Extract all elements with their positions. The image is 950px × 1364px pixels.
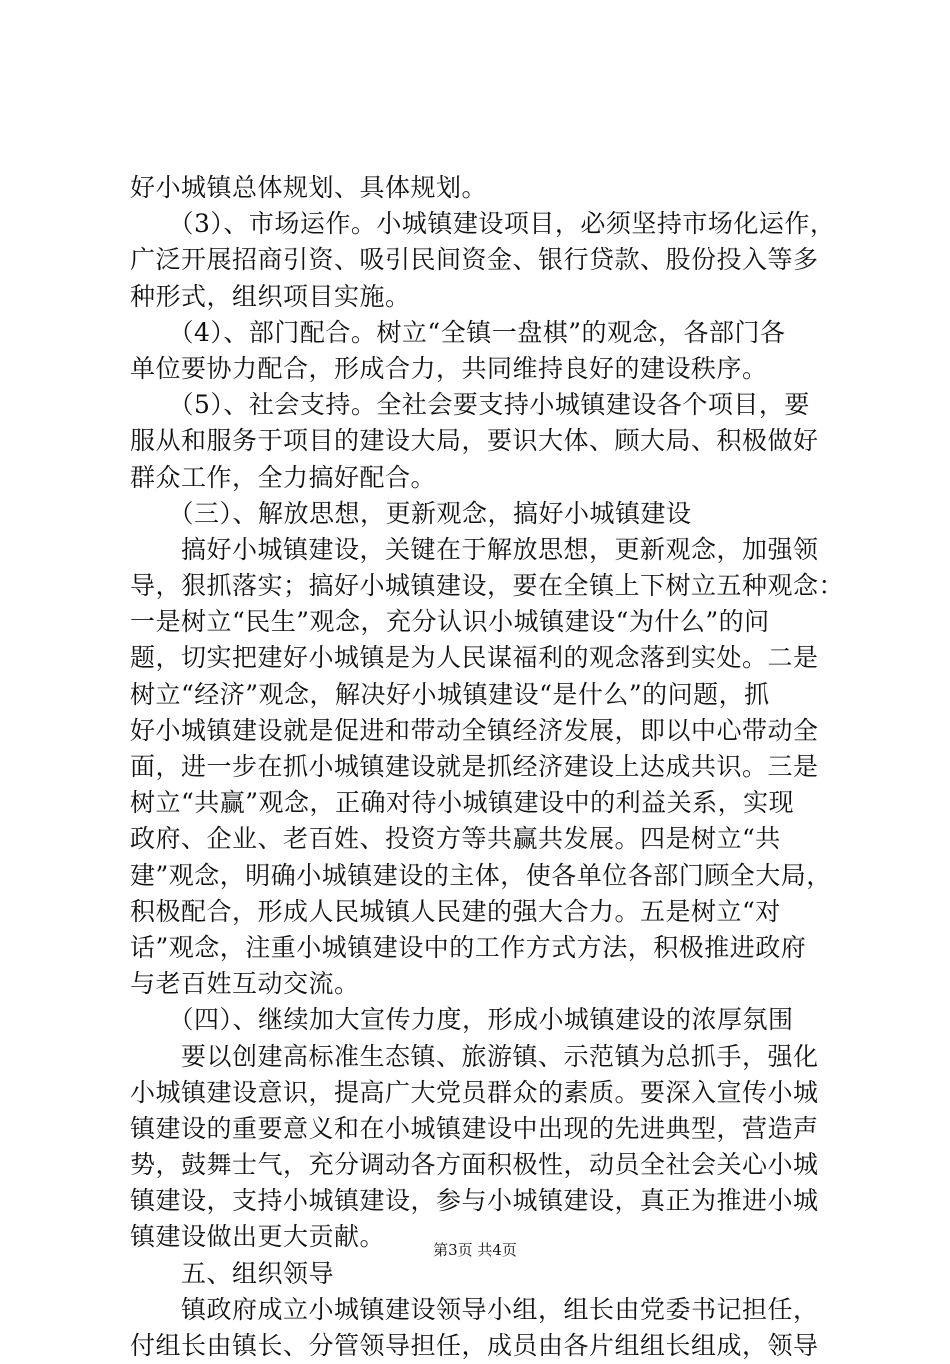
section-heading: （四）、继续加大宣传力度，形成小城镇建设的浓厚氛围 bbox=[130, 1005, 794, 1035]
document-body bbox=[130, 170, 845, 1364]
text-line: 与老百姓互动交流。 bbox=[130, 969, 360, 999]
text-line: 广泛开展招商引资、吸引民间资金、银行贷款、股份投入等多 bbox=[130, 245, 819, 275]
text-line: 面，进一步在抓小城镇建设就是抓经济建设上达成共识。三是 bbox=[130, 752, 819, 781]
section-heading: （三）、解放思想，更新观念，搞好小城镇建设 bbox=[130, 498, 692, 528]
text-line: 题，切实把建好小城镇是为人民谋福利的观念落到实处。二是 bbox=[130, 643, 819, 673]
text-line: 镇建设做出更大贡献。 bbox=[130, 1222, 386, 1252]
text-line: 好小城镇建设就是促进和带动全镇经济发展，即以中心带动全 bbox=[130, 715, 819, 745]
text-line: 政府、企业、老百姓、投资方等共赢共发展。四是树立“共 bbox=[130, 824, 781, 854]
text-line: 镇建设的重要意义和在小城镇建设中出现的先进典型，营造声 bbox=[130, 1113, 819, 1143]
section-heading: 五、组织领导 bbox=[130, 1258, 335, 1288]
text-line: （3）、市场运作。小城镇建设项目，必须坚持市场化运作， bbox=[130, 209, 836, 239]
text-line: 群众工作，全力搞好配合。 bbox=[130, 462, 437, 492]
text-line: 要以创建高标准生态镇、旅游镇、示范镇为总抓手，强化 bbox=[130, 1041, 819, 1071]
text-line: 一是树立“民生”观念，充分认识小城镇建设“为什么”的问 bbox=[130, 607, 770, 637]
text-line: 好小城镇总体规划、具体规划。 bbox=[130, 173, 488, 202]
text-line: 树立“经济”观念，解决好小城镇建设“是什么”的问题，抓 bbox=[130, 679, 770, 709]
text-line: 树立“共赢”观念，正确对待小城镇建设中的利益关系，实现 bbox=[130, 788, 795, 818]
text-line: 导，狠抓落实；搞好小城镇建设，要在全镇上下树立五种观念： bbox=[130, 571, 845, 601]
text-line: 搞好小城镇建设，关键在于解放思想，更新观念，加强领 bbox=[130, 534, 819, 564]
text-line: 积极配合，形成人民城镇人民建的强大合力。五是树立“对 bbox=[130, 896, 781, 926]
text-line: 小城镇建设意识，提高广大党员群众的素质。要深入宣传小城 bbox=[130, 1077, 819, 1107]
text-line: 建”观念，明确小城镇建设的主体，使各单位各部门顾全大局， bbox=[130, 860, 832, 890]
text-line: 服从和服务于项目的建设大局，要识大体、顾大局、积极做好 bbox=[130, 426, 819, 456]
text-line: （4）、部门配合。树立“全镇一盘棋”的观念，各部门各 bbox=[130, 317, 786, 347]
text-line: （5）、社会支持。全社会要支持小城镇建设各个项目，要 bbox=[130, 390, 810, 420]
text-line: 付组长由镇长、分管领导担任，成员由各片组组长组成，领导 bbox=[130, 1331, 819, 1360]
text-line: 种形式，组织项目实施。 bbox=[130, 281, 411, 311]
text-line: 话”观念，注重小城镇建设中的工作方式方法，积极推进政府 bbox=[130, 932, 807, 962]
text-line: 镇政府成立小城镇建设领导小组，组长由党委书记担任， bbox=[130, 1294, 819, 1324]
text-line: 势，鼓舞士气，充分调动各方面积极性，动员全社会关心小城 bbox=[130, 1150, 819, 1180]
text-line: 单位要协力配合，形成合力，共同维持良好的建设秩序。 bbox=[130, 353, 768, 383]
text-line: 镇建设，支持小城镇建设，参与小城镇建设，真正为推进小城 bbox=[130, 1186, 819, 1216]
page-number-label: 第3页 共4页 bbox=[433, 1241, 517, 1259]
page-footer bbox=[0, 1240, 950, 1260]
